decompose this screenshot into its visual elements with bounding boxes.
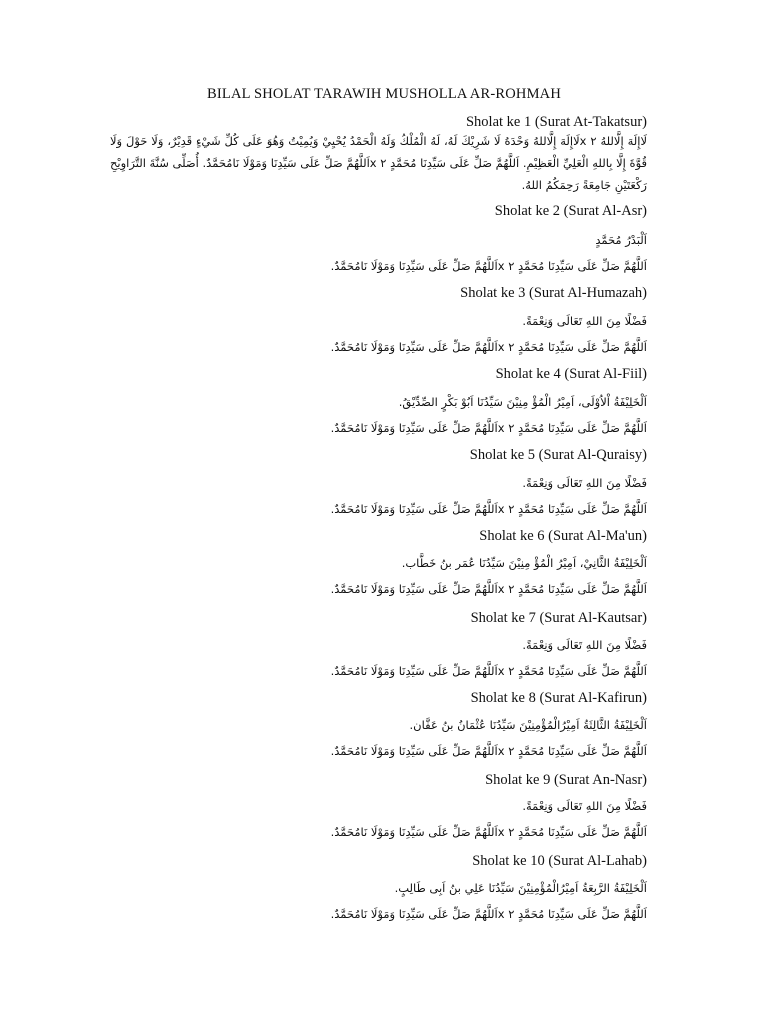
section-line2-8: اَللَّهُمَّ صَلِّ عَلَى سَيِّدِنَا مُحَمَّدٍ ۲ xاَللَّهُمَّ صَلِّ عَلَى سَيِّدِنَا وَمَوْلَا نَامُحَمَّدٌ.	[330, 744, 647, 758]
section-heading-5: Sholat ke 5 (Surat Al-Quraisy)	[469, 447, 647, 463]
section-heading-10: Sholat ke 10 (Surat Al-Lahab)	[472, 853, 647, 869]
section-line1-5: فَضْلًا مِنَ اللهِ تَعَالَى وَنِعْمَةً.	[522, 476, 647, 490]
section-text-1: لَاإِلَهَ إِلَّاللهُ ۲ xلَاإِلَهَ إِلَّاللهُ وَحْدَهُ لَا شَرِيْكَ لَهُ، لَهُ الْمُلْكُ وَلَهُ الْحَمْدُ يُحْيِيْ وَيُمِيْتُ وَهُوَ عَلَى كُلِّ شَيْءٍ قَدِيْرٌ، وَلَا حَوْلَ وَلَا قُوَّةَ إِلَّا بِاللهِ الْعَلِيِّ الْعَظِيْمِ. اَللَّهُمَّ صَلِّ عَلَى سَيِّدِنَا مُحَمَّدٍ ۲ xاَللَّهُمَّ صَلِّ عَلَى سَيِّدِنَا وَمَوْلَا نَامُحَمَّدٌ. أُصَلِّى سُنَّةَ التَّرَاوِيْحِ رَكْعَتَيْنِ جَامِعَةً رَحِمَكُمُ اللهُ.	[110, 134, 648, 192]
section-line1-9: فَضْلًا مِنَ اللهِ تَعَالَى وَنِعْمَةً.	[522, 799, 647, 813]
section-line2-10: اَللَّهُمَّ صَلِّ عَلَى سَيِّدِنَا مُحَمَّدٍ ۲ xاَللَّهُمَّ صَلِّ عَلَى سَيِّدِنَا وَمَوْلَا نَامُحَمَّدٌ.	[330, 907, 647, 921]
section-line2-2: اَللَّهُمَّ صَلِّ عَلَى سَيِّدِنَا مُحَمَّدٍ ۲ xاَللَّهُمَّ صَلِّ عَلَى سَيِّدِنَا وَمَوْلَا نَامُحَمَّدٌ.	[330, 259, 647, 273]
section-heading-4: Sholat ke 4 (Surat Al-Fiil)	[495, 366, 647, 382]
section-line1-3: فَضْلًا مِنَ اللهِ تَعَالَى وَنِعْمَةً.	[522, 314, 647, 328]
section-line1-10: اَلْخَلِيْفَةُ الرَّبِعَةُ اَمِيْرُالْمُؤْمِنِيْنَ سَيِّدُنَا عَلِي بنُ اَبِى طَالِبٍ.	[394, 881, 647, 895]
section-line2-4: اَللَّهُمَّ صَلِّ عَلَى سَيِّدِنَا مُحَمَّدٍ ۲ xاَللَّهُمَّ صَلِّ عَلَى سَيِّدِنَا وَمَوْلَا نَامُحَمَّدٌ.	[330, 421, 647, 435]
section-line2-3: اَللَّهُمَّ صَلِّ عَلَى سَيِّدِنَا مُحَمَّدٍ ۲ xاَللَّهُمَّ صَلِّ عَلَى سَيِّدِنَا وَمَوْلَا نَامُحَمَّدٌ.	[330, 340, 647, 354]
section-line2-9: اَللَّهُمَّ صَلِّ عَلَى سَيِّدِنَا مُحَمَّدٍ ۲ xاَللَّهُمَّ صَلِّ عَلَى سَيِّدِنَا وَمَوْلَا نَامُحَمَّدٌ.	[330, 825, 647, 839]
section-line2-6: اَللَّهُمَّ صَلِّ عَلَى سَيِّدِنَا مُحَمَّدٍ ۲ xاَللَّهُمَّ صَلِّ عَلَى سَيِّدِنَا وَمَوْلَا نَامُحَمَّدٌ.	[330, 582, 647, 596]
section-heading-7: Sholat ke 7 (Surat Al-Kautsar)	[470, 610, 647, 626]
section-line1-7: فَضْلًا مِنَ اللهِ تَعَالَى وَنِعْمَةً.	[522, 638, 647, 652]
section-heading-9: Sholat ke 9 (Surat An-Nasr)	[485, 772, 647, 788]
section-line1-4: اَلْخَلِيْفَةُ اْلاُوْلَى، اَمِيْرُ الْمُؤْ مِنِيْنَ سَيِّدُنَا اَبُوْ بَكْرٍ الصِّدِّيْقُ.	[398, 395, 647, 409]
section-heading-2: Sholat ke 2 (Surat Al-Asr)	[494, 203, 647, 219]
section-line1-6: اَلْخَلِيْفَةُ الثَّانِيْ، اَمِيْرُ الْمُؤْ مِنِيْنَ سَيِّدُنَا عُمَر بنُ خَطَّاب.	[401, 556, 647, 570]
section-line2-7: اَللَّهُمَّ صَلِّ عَلَى سَيِّدِنَا مُحَمَّدٍ ۲ xاَللَّهُمَّ صَلِّ عَلَى سَيِّدِنَا وَمَوْلَا نَامُحَمَّدٌ.	[330, 664, 647, 678]
document-title: BILAL SHOLAT TARAWIH MUSHOLLA AR-ROHMAH	[206, 86, 562, 102]
section-line2-5: اَللَّهُمَّ صَلِّ عَلَى سَيِّدِنَا مُحَمَّدٍ ۲ xاَللَّهُمَّ صَلِّ عَلَى سَيِّدِنَا وَمَوْلَا نَامُحَمَّدٌ.	[330, 502, 647, 516]
section-heading-8: Sholat ke 8 (Surat Al-Kafirun)	[470, 690, 647, 706]
section-heading-1: Sholat ke 1 (Surat At-Takatsur)	[465, 114, 647, 130]
section-heading-3: Sholat ke 3 (Surat Al-Humazah)	[460, 285, 647, 301]
section-heading-6: Sholat ke 6 (Surat Al-Ma'un)	[479, 528, 647, 544]
section-line1-2: اَلْبَدْرُ مُحَمَّدٍ	[595, 233, 647, 247]
section-line1-8: اَلْخَلِيْفَةُ الثَّالِثَةُ اَمِيْرُالْمُؤْمِنِيْنَ سَيِّدُنَا عُثْمَانُ بنُ عَفَّان.	[409, 718, 647, 732]
